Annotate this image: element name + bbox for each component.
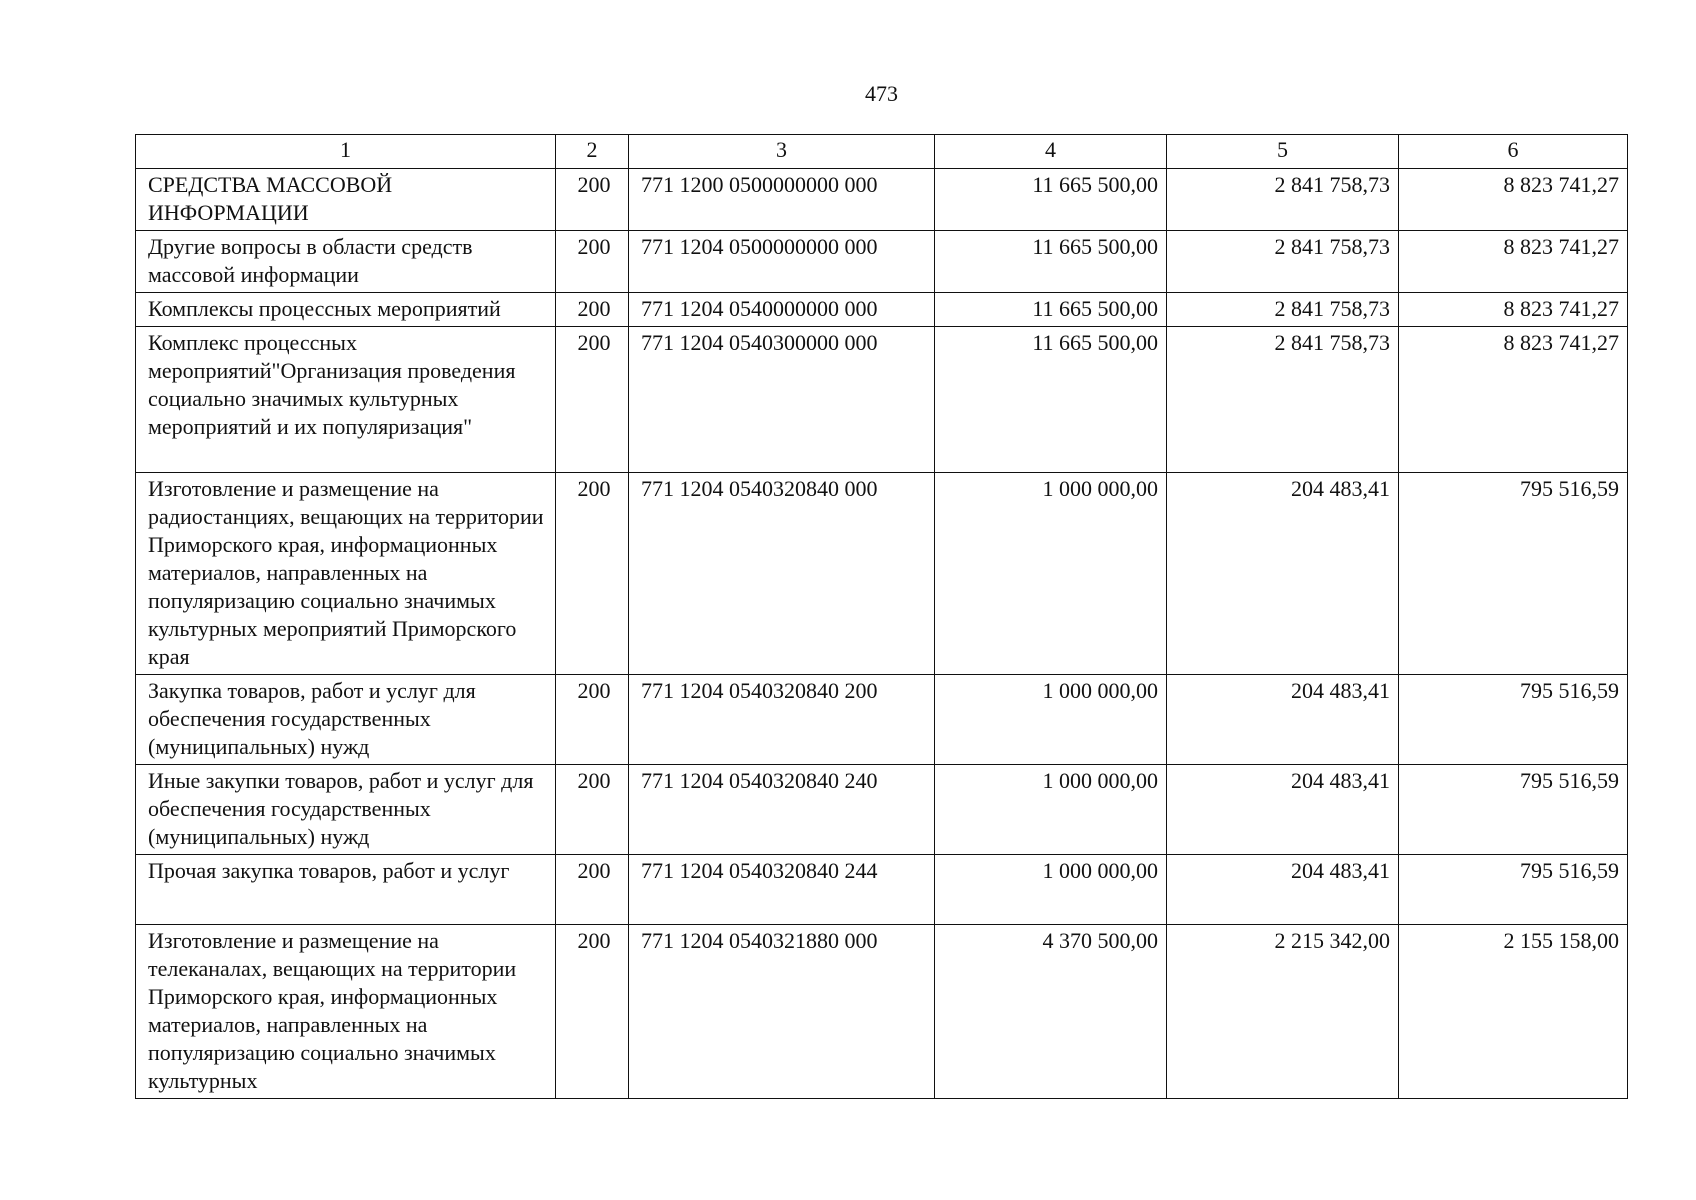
row-code: 200 (556, 231, 629, 293)
row-approved: 11 665 500,00 (935, 293, 1167, 327)
row-remaining: 795 516,59 (1399, 765, 1628, 855)
page-number: 473 (865, 81, 898, 106)
row-approved: 1 000 000,00 (935, 675, 1167, 765)
row-remaining: 8 823 741,27 (1399, 231, 1628, 293)
table-body (136, 169, 1628, 1099)
row-approved: 1 000 000,00 (935, 855, 1167, 925)
row-code: 200 (556, 765, 629, 855)
header-col-4: 4 (935, 135, 1167, 169)
table-row (136, 925, 1628, 1099)
row-remaining: 8 823 741,27 (1399, 293, 1628, 327)
row-kbk: 771 1204 0500000000 000 (629, 231, 935, 293)
row-name: Комплекс процессных мероприятий"Организация проведения социально значимых культурных мероприятий и их популяризация" (136, 327, 556, 473)
row-executed: 2 841 758,73 (1167, 327, 1399, 473)
row-executed: 204 483,41 (1167, 855, 1399, 925)
row-approved: 4 370 500,00 (935, 925, 1167, 1099)
header-col-3: 3 (629, 135, 935, 169)
row-executed: 2 841 758,73 (1167, 169, 1399, 231)
row-executed: 204 483,41 (1167, 473, 1399, 675)
row-approved: 11 665 500,00 (935, 169, 1167, 231)
row-kbk: 771 1204 0540321880 000 (629, 925, 935, 1099)
header-row (136, 135, 1628, 169)
row-approved: 1 000 000,00 (935, 473, 1167, 675)
row-kbk: 771 1204 0540000000 000 (629, 293, 935, 327)
table-row (136, 473, 1628, 675)
row-code: 200 (556, 473, 629, 675)
row-name: СРЕДСТВА МАССОВОЙ ИНФОРМАЦИИ (136, 169, 556, 231)
row-kbk: 771 1200 0500000000 000 (629, 169, 935, 231)
row-name: Другие вопросы в области средств массовой информации (136, 231, 556, 293)
row-kbk: 771 1204 0540320840 200 (629, 675, 935, 765)
row-code: 200 (556, 925, 629, 1099)
table-header (136, 135, 1628, 169)
row-name: Закупка товаров, работ и услуг для обеспечения государственных (муниципальных) нужд (136, 675, 556, 765)
row-remaining: 795 516,59 (1399, 855, 1628, 925)
header-col-5: 5 (1167, 135, 1399, 169)
table-row (136, 231, 1628, 293)
row-executed: 204 483,41 (1167, 675, 1399, 765)
row-kbk: 771 1204 0540300000 000 (629, 327, 935, 473)
row-code: 200 (556, 327, 629, 473)
row-code: 200 (556, 293, 629, 327)
row-kbk: 771 1204 0540320840 000 (629, 473, 935, 675)
row-executed: 2 215 342,00 (1167, 925, 1399, 1099)
row-name: Комплексы процессных мероприятий (136, 293, 556, 327)
row-approved: 11 665 500,00 (935, 231, 1167, 293)
row-code: 200 (556, 675, 629, 765)
row-kbk: 771 1204 0540320840 244 (629, 855, 935, 925)
row-remaining: 2 155 158,00 (1399, 925, 1628, 1099)
row-executed: 2 841 758,73 (1167, 293, 1399, 327)
table-row (136, 169, 1628, 231)
row-approved: 1 000 000,00 (935, 765, 1167, 855)
row-name: Изготовление и размещение на радиостанциях, вещающих на территории Приморского края, информационных материалов, направленных на популяризацию социально значимых культурных мероприятий Приморского края (136, 473, 556, 675)
header-col-1: 1 (136, 135, 556, 169)
row-remaining: 8 823 741,27 (1399, 327, 1628, 473)
table-row (136, 327, 1628, 473)
row-remaining: 795 516,59 (1399, 675, 1628, 765)
row-approved: 11 665 500,00 (935, 327, 1167, 473)
table-row (136, 855, 1628, 925)
row-remaining: 8 823 741,27 (1399, 169, 1628, 231)
row-kbk: 771 1204 0540320840 240 (629, 765, 935, 855)
row-remaining: 795 516,59 (1399, 473, 1628, 675)
header-col-2: 2 (556, 135, 629, 169)
row-name: Изготовление и размещение на телеканалах, вещающих на территории Приморского края, информационных материалов, направленных на популяризацию социально значимых культурных (136, 925, 556, 1099)
row-name: Иные закупки товаров, работ и услуг для обеспечения государственных (муниципальных) нужд (136, 765, 556, 855)
row-name: Прочая закупка товаров, работ и услуг (136, 855, 556, 925)
table-row (136, 675, 1628, 765)
budget-table (135, 134, 1628, 1099)
header-col-6: 6 (1399, 135, 1628, 169)
row-code: 200 (556, 169, 629, 231)
row-executed: 2 841 758,73 (1167, 231, 1399, 293)
table-row (136, 293, 1628, 327)
table-row (136, 765, 1628, 855)
row-code: 200 (556, 855, 629, 925)
row-executed: 204 483,41 (1167, 765, 1399, 855)
